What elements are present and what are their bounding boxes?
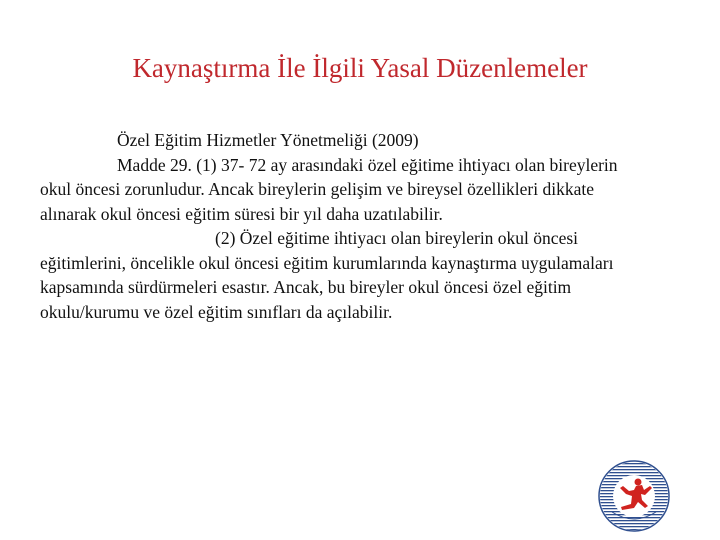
emblem-stripe <box>598 517 670 518</box>
emblem-stripe <box>598 463 670 464</box>
emblem-stripe <box>598 469 670 470</box>
slide-title: Kaynaştırma İle İlgili Yasal Düzenlemeler <box>132 53 588 83</box>
university-emblem-icon <box>598 460 670 532</box>
regulation-heading: Özel Eğitim Hizmetler Yönetmeliği (2009) <box>117 130 419 150</box>
emblem-stripe <box>598 526 670 527</box>
emblem-stripe <box>598 466 670 467</box>
article-29-paragraph-1: Madde 29. (1) 37- 72 ay arasındaki özel eğitime ihtiyacı olan bireylerin okul öncesi zorunludur. Ancak bireylerin gelişim ve bireysel özellikleri dikkate alınarak okul öncesi eğitim süresi bir yıl daha uzatılabilir. <box>40 154 618 224</box>
emblem-stripe <box>598 523 670 524</box>
article-29-paragraph-2: (2) Özel eğitime ihtiyacı olan bireylerin okul öncesi eğitimlerini, öncelikle okul öncesi eğitim kurumlarında kaynaştırma uygulamaları kapsamında sürdürmeleri esastır. Ancak, bu bireyler okul öncesi özel eğitim okulu/kurumu ve özel eğitim sınıfları da açılabilir. <box>40 228 614 322</box>
slide-body <box>40 128 640 324</box>
